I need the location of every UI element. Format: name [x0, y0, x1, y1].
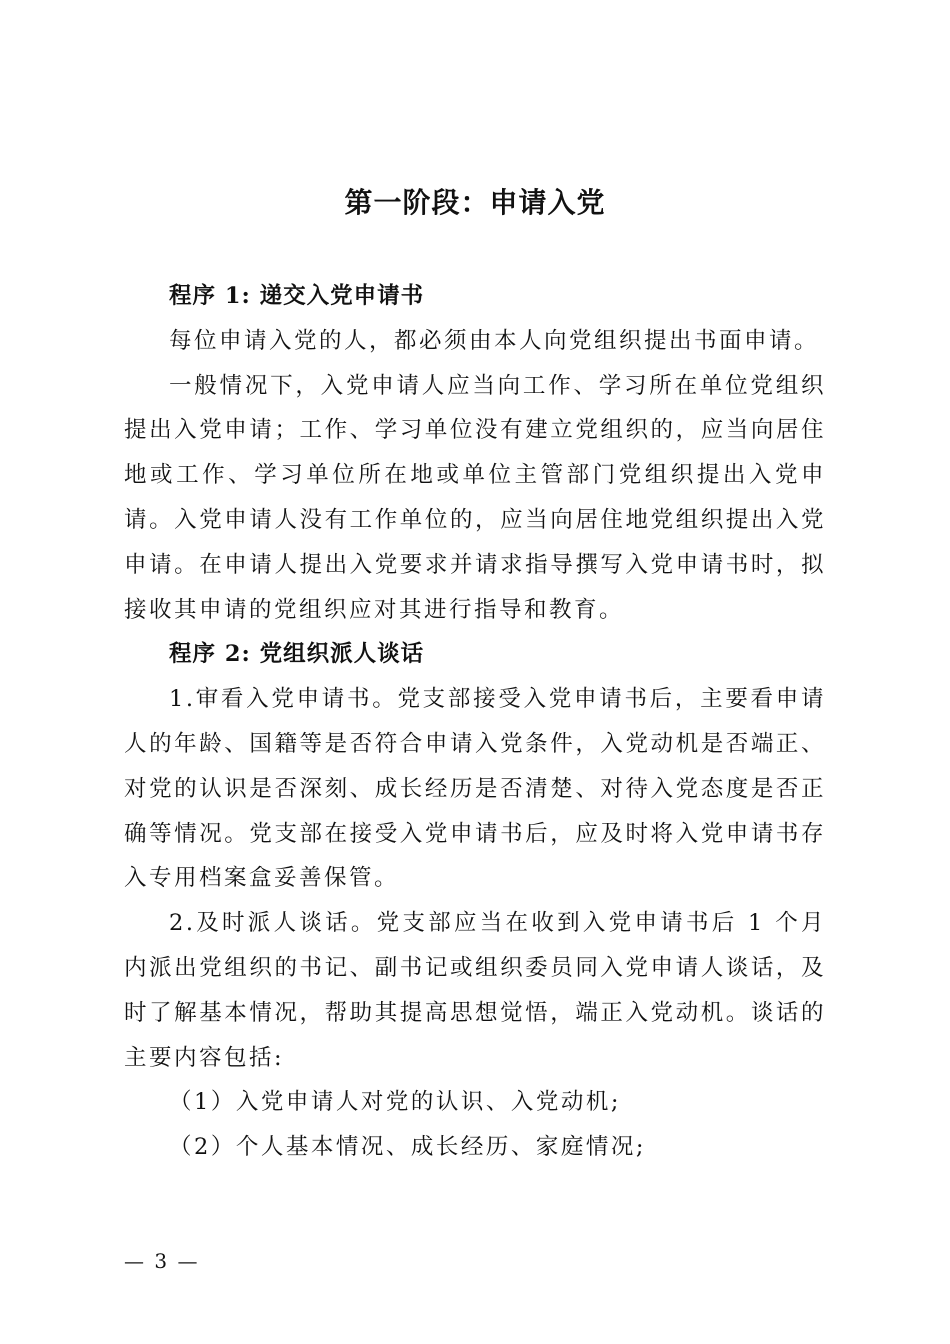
body-text: [124, 274, 826, 1170]
paragraph: 1.审看入党申请书。党支部接受入党申请书后，主要看申请人的年龄、国籍等是否符合申请入党条件，入党动机是否端正、对党的认识是否深刻、成长经历是否清楚、对待入党态度是否正确等情况。党支部在接受入党申请书后，应及时将入党申请书存入专用档案盒妥善保管。: [124, 686, 826, 892]
list-item: （2）个人基本情况、成长经历、家庭情况;: [169, 1134, 646, 1161]
page-number: — 3 —: [124, 1249, 200, 1273]
section-heading-procedure-2: 程序 2: 党组织派人谈话: [169, 641, 425, 668]
list-item: （1）入党申请人对党的认识、入党动机;: [169, 1089, 621, 1116]
paragraph: 每位申请入党的人，都必须由本人向党组织提出书面申请。: [169, 327, 820, 354]
page-title: 第一阶段：申请入党: [344, 186, 606, 219]
section-heading-procedure-1: 程序 1: 递交入党申请书: [169, 283, 425, 309]
paragraph: 一般情况下，入党申请人应当向工作、学习所在单位党组织提出入党申请；工作、学习单位没有建立党组织的，应当向居住地或工作、学习单位所在地或单位主管部门党组织提出入党申请。入党申请人没有工作单位的，应当向居住地党组织提出入党申请。在申请人提出入党要求并请求指导撰写入党申请书时，拟接收其申请的党组织应对其进行指导和教育。: [124, 372, 826, 623]
paragraph: 2.及时派人谈话。党支部应当在收到入党申请书后 1 个月内派出党组织的书记、副书记或组织委员同入党申请人谈话，及时了解基本情况，帮助其提高思想觉悟，端正入党动机。谈话的主要内容包括:: [124, 910, 826, 1071]
